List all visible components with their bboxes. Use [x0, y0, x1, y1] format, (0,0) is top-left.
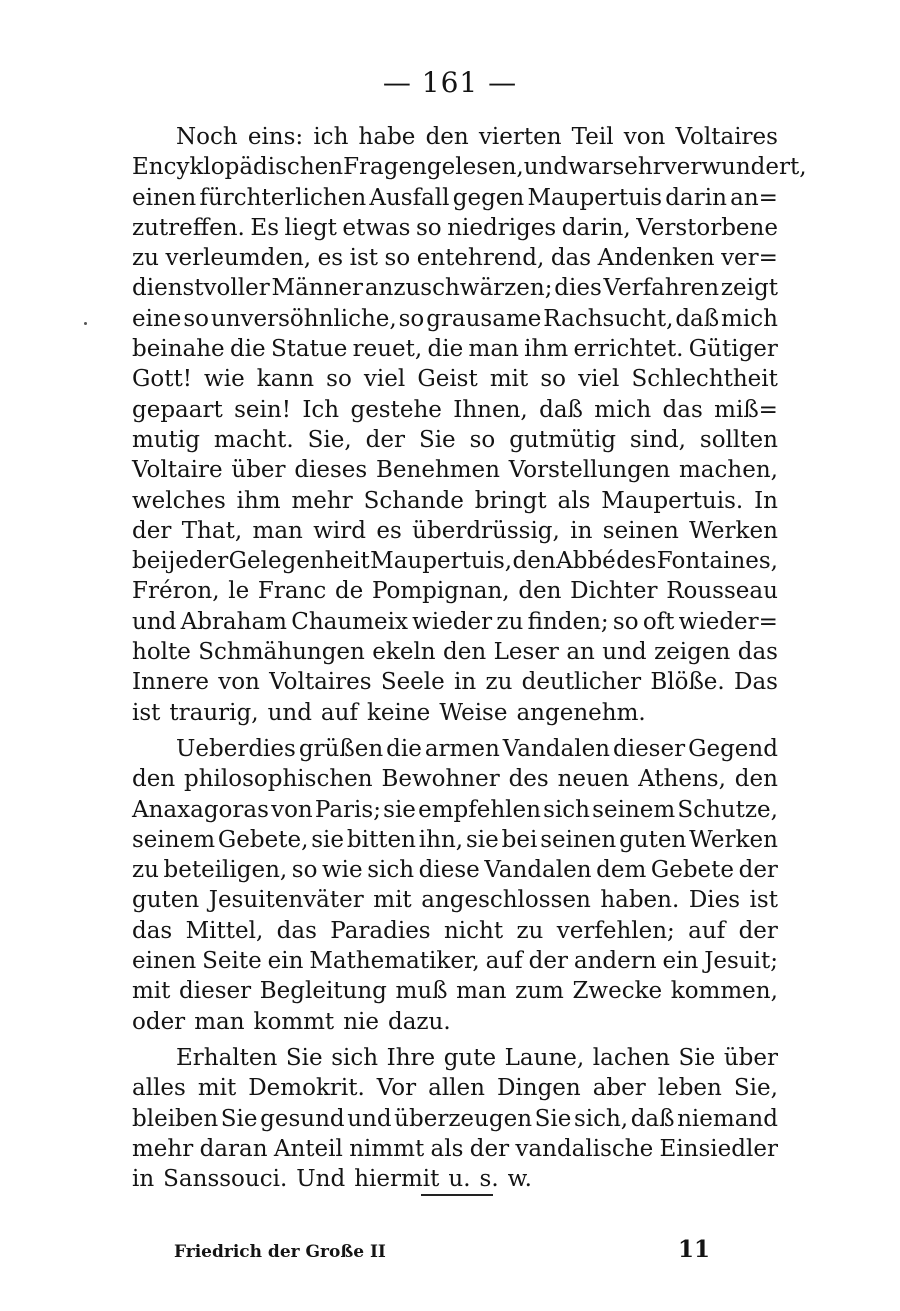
stray-dot	[84, 322, 87, 325]
text-line: eine so unversöhnliche, so grausame Rachsucht, daß mich	[132, 305, 778, 332]
text-line: Anaxagoras von Paris; sie empfehlen sich seinem Schutze,	[132, 796, 778, 823]
page-footer	[174, 1236, 710, 1263]
text-line: oder man kommt nie dazu.	[132, 1008, 451, 1035]
text-line: beinahe die Statue reuet, die man ihm errichtet. Gütiger	[132, 336, 778, 363]
text-line: zu verleumden, es ist so entehrend, das Andenken ver=	[132, 245, 778, 272]
text-line: mit dieser Begleitung muß man zum Zwecke kommen,	[132, 978, 778, 1005]
text-line: holte Schmähungen ekeln den Leser an und zeigen das	[132, 639, 778, 666]
text-line: in Sanssouci. Und hiermit u. s. w.	[132, 1166, 532, 1193]
text-line: Gott! wie kann so viel Geist mit so viel Schlechtheit	[132, 366, 778, 393]
text-line: alles mit Demokrit. Vor allen Dingen aber leben Sie,	[132, 1075, 778, 1102]
text-line: mehr daran Anteil nimmt als der vandalische Einsiedler	[132, 1135, 778, 1162]
text-line: bleiben Sie gesund und überzeugen Sie sich, daß niemand	[132, 1105, 778, 1132]
paragraph	[132, 1043, 778, 1194]
text-line: bei jeder Gelegenheit Maupertuis, den Abbé des Fontaines,	[132, 548, 778, 575]
text-line: zu beteiligen, so wie sich diese Vandalen dem Gebete der	[132, 857, 778, 884]
text-line: einen Seite ein Mathematiker, auf der andern ein Jesuit;	[132, 948, 778, 975]
paragraph	[132, 122, 807, 728]
text-line: Fréron, le Franc de Pompignan, den Dichter Rousseau	[132, 578, 778, 605]
text-line: Noch eins: ich habe den vierten Teil von Voltaires	[176, 124, 778, 150]
text-line: und Abraham Chaumeix wieder zu finden; so oft wieder=	[132, 608, 778, 635]
text-line: mutig macht. Sie, der Sie so gutmütig sind, sollten	[132, 426, 778, 453]
page-number: — 161 —	[382, 66, 518, 99]
text-line: den philosophischen Bewohner des neuen Athens, den	[132, 766, 778, 793]
paragraph	[132, 734, 778, 1037]
text-line: Voltaire über dieses Benehmen Vorstellungen machen,	[132, 457, 778, 484]
text-line: Innere von Voltaires Seele in zu deutlicher Blöße. Das	[132, 669, 778, 696]
text-line: Encyklopädischen Fragen gelesen, und war sehr verwundert,	[132, 154, 807, 181]
text-line: Ueberdies grüßen die armen Vandalen dieser Gegend	[176, 735, 778, 762]
text-line: gepaart sein! Ich gestehe Ihnen, daß mich das miß=	[132, 396, 778, 423]
end-rule	[421, 1194, 493, 1196]
sheet-number: 11	[677, 1236, 710, 1263]
body-text	[132, 122, 807, 1194]
text-line: Erhalten Sie sich Ihre gute Laune, lachen Sie über	[176, 1044, 778, 1071]
text-line: der That, man wird es überdrüssig, in seinen Werken	[132, 517, 778, 544]
signature-mark: Friedrich der Große II	[174, 1242, 386, 1262]
text-line: ist traurig, und auf keine Weise angenehm.	[132, 699, 646, 726]
text-line: seinem Gebete, sie bitten ihn, sie bei seinen guten Werken	[132, 826, 778, 853]
text-line: dienstvoller Männer anzuschwärzen; dies Verfahren zeigt	[132, 275, 778, 302]
text-line: das Mittel, das Paradies nicht zu verfehlen; auf der	[132, 917, 778, 944]
text-line: einen fürchterlichen Ausfall gegen Maupertuis darin an=	[132, 184, 778, 211]
text-line: guten Jesuitenväter mit angeschlossen haben. Dies ist	[132, 887, 778, 914]
text-line: zutreffen. Es liegt etwas so niedriges darin, Verstorbene	[132, 214, 778, 241]
text-line: welches ihm mehr Schande bringt als Maupertuis. In	[132, 487, 778, 514]
